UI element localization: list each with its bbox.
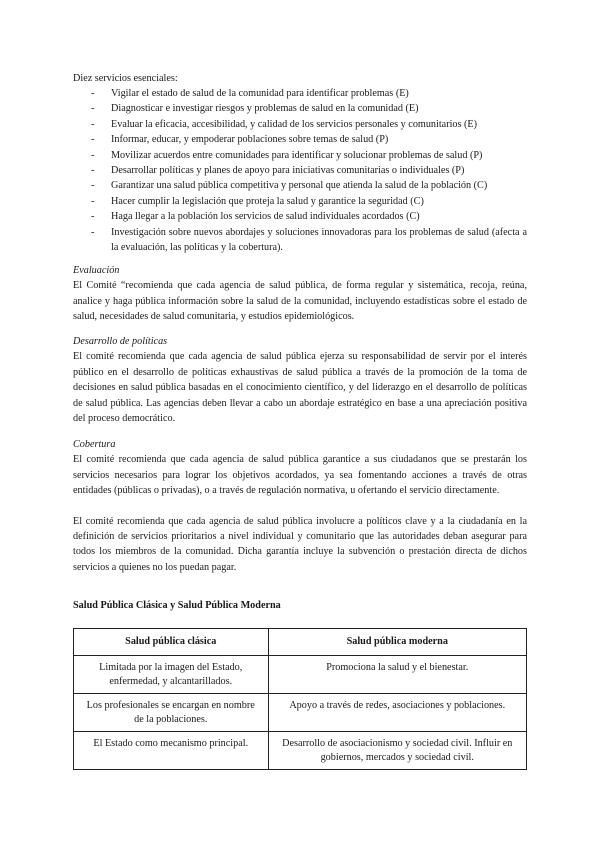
section-body: El Comité “recomienda que cada agencia de salud pública, de forma regular y sistemática, recoja, reúna, analice y haga pública información sobre la salud de la comunidad, incluyendo estadísticas sobre el estado de salud, necesidades de salud comunitaria, y estudios epidemiológicos. xyxy=(73,280,527,323)
column-header: Salud pública clásica xyxy=(74,629,269,656)
table-row xyxy=(74,732,527,770)
table-row xyxy=(74,694,527,732)
comparison-heading: Salud Pública Clásica y Salud Pública Moderna xyxy=(73,600,281,611)
list-item: - Vigilar el estado de salud de la comunidad para identificar problemas (E) xyxy=(73,86,527,101)
list-dash: - xyxy=(91,165,95,177)
list-dash: - xyxy=(91,149,95,161)
list-item: - Haga llegar a la población los servicios de salud individuales acordados (C) xyxy=(73,209,527,224)
table-cell: El Estado como mecanismo principal. xyxy=(74,732,269,770)
comparison-table xyxy=(73,628,527,770)
table-header-row xyxy=(74,629,527,656)
table-cell: Promociona la salud y el bienestar. xyxy=(268,656,527,694)
list-item: - Informar, educar, y empoderar poblaciones sobre temas de salud (P) xyxy=(73,132,527,147)
table-cell: Desarrollo de asociacionismo y sociedad civil. Influir en gobiernos, mercados y sociedad civil. xyxy=(268,732,527,770)
section-title: Cobertura xyxy=(73,439,116,450)
column-header: Salud pública moderna xyxy=(268,629,527,656)
list-item: - Hacer cumplir la legislación que proteja la salud y garantice la seguridad (C) xyxy=(73,194,527,209)
list-item: - Investigación sobre nuevos abordajes y soluciones innovadoras para los problemas de salud (afecta a la evaluación, las políticas y la cobertura). xyxy=(91,226,527,254)
section-body: El comité recomienda que cada agencia de salud pública garantice a sus ciudadanos que se prestarán los servicios necesarios para lograr los objetivos acordados, ya sea fomentando acciones a través de otras entidades (públicas o privadas), o a través de regulación normativa, u ofertando el servicio directamente. xyxy=(73,454,527,497)
list-dash: - xyxy=(91,134,95,146)
list-item: - Desarrollar políticas y planes de apoyo para iniciativas comunitarias o individuales (P) xyxy=(73,163,527,178)
table-row xyxy=(74,656,527,694)
services-intro: Diez servicios esenciales: xyxy=(73,73,178,84)
section-title: Evaluación xyxy=(73,265,120,276)
list-item: - Movilizar acuerdos entre comunidades para identificar y solucionar problemas de salud (P) xyxy=(73,148,527,163)
essential-services-list xyxy=(73,86,527,255)
list-dash: - xyxy=(91,118,95,130)
list-dash: - xyxy=(91,195,95,207)
list-item: - Diagnosticar e investigar riesgos y problemas de salud en la comunidad (E) xyxy=(73,101,527,116)
cobertura-section xyxy=(73,437,527,575)
list-item: - Garantizar una salud pública competitiva y personal que atienda la salud de la población (C) xyxy=(73,178,527,193)
list-dash: - xyxy=(91,103,95,115)
list-dash: - xyxy=(91,180,95,192)
section-body: El comité recomienda que cada agencia de salud pública ejerza su responsabilidad de servir por el interés público en el desarrollo de políticas exhaustivas de salud pública a través de la promoción de la toma de decisiones en salud pública basadas en el conocimiento científico, y del liderazgo en el desarrollo de políticas de salud pública. Las agencias deben llevar a cabo un abordaje estratégico en base a una apreciación positiva del proceso democrático. xyxy=(73,351,527,425)
list-dash: - xyxy=(91,226,95,238)
politicas-section xyxy=(73,334,527,426)
evaluacion-section xyxy=(73,263,527,325)
list-dash: - xyxy=(91,211,95,223)
list-item: - Evaluar la eficacia, accesibilidad, y calidad de los servicios personales y comunitarios (E) xyxy=(73,117,527,132)
table-cell: Limitada por la imagen del Estado, enfermedad, y alcantarillados. xyxy=(74,656,269,694)
section-body: El comité recomienda que cada agencia de salud pública involucre a políticos clave y a la ciudadanía en la definición de servicios prioritarios a nivel individual y comunitario que las autoridades deban asegurar para todos los miembros de la comunidad. Dicha garantía incluye la subvención o prestación directa de dichos servicios a quienes no los puedan pagar. xyxy=(73,515,527,573)
list-dash: - xyxy=(91,88,95,99)
table-cell: Apoyo a través de redes, asociaciones y poblaciones. xyxy=(268,694,527,732)
section-title: Desarrollo de políticas xyxy=(73,336,168,347)
table-cell: Los profesionales se encargan en nombre de la poblaciones. xyxy=(74,694,269,732)
